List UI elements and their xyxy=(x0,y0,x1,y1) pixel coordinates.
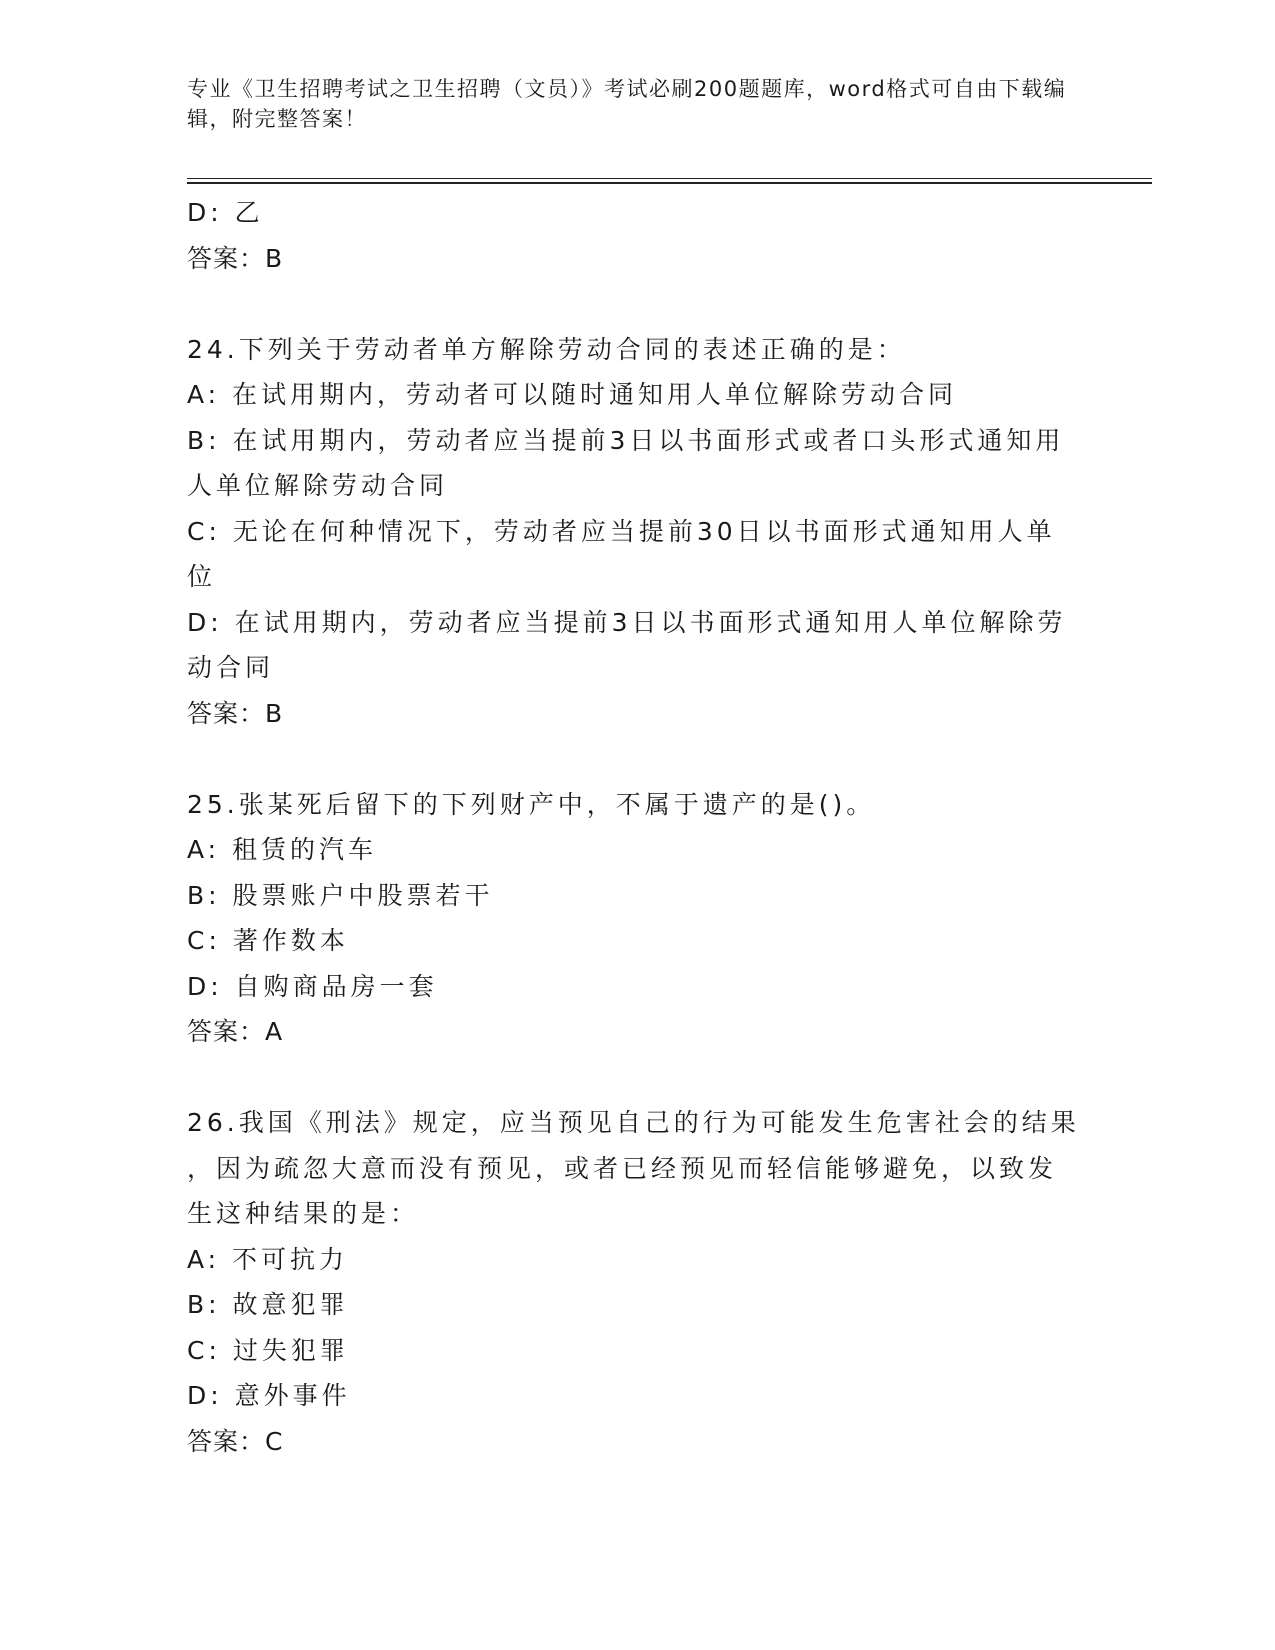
question-stem: 26.我国《刑法》规定，应当预见自己的行为可能发生危害社会的结果 xyxy=(187,1108,1080,1137)
document-header xyxy=(187,74,1067,134)
spacer xyxy=(187,1055,1087,1101)
option-d: D: 自购商品房一套 xyxy=(187,971,438,1001)
question-stem-continued: 生这种结果的是： xyxy=(187,1199,420,1228)
header-divider-thick xyxy=(187,182,1152,184)
question-list xyxy=(187,190,1087,1464)
option-d-continued: 动合同 xyxy=(187,653,275,682)
option-a: A: 租赁的汽车 xyxy=(187,835,378,864)
option-d: D: 意外事件 xyxy=(187,1381,351,1410)
option-c: C: 无论在何种情况下，劳动者应当提前30日以书面形式通知用人单 xyxy=(187,516,1056,546)
header-title: 专业《卫生招聘考试之卫生招聘（文员）》考试必刷200题题库，word格式可自由下载编辑，附完整答案！ xyxy=(187,77,1067,131)
question-stem-continued: ，因为疏忽大意而没有预见，或者已经预见而轻信能够避免，以致发 xyxy=(187,1153,1058,1183)
question-stem: 24.下列关于劳动者单方解除劳动合同的表述正确的是： xyxy=(187,334,906,364)
option-b: B: 股票账户中股票若干 xyxy=(187,880,494,910)
spacer xyxy=(187,736,1087,782)
answer-line: 答案：A xyxy=(187,1017,284,1046)
header-divider-thin xyxy=(187,178,1152,179)
option-c: C: 过失犯罪 xyxy=(187,1335,349,1365)
answer-line: 答案：B xyxy=(187,243,284,273)
option-d: D: 在试用期内，劳动者应当提前3日以书面形式通知用人单位解除劳 xyxy=(187,607,1067,637)
question-block xyxy=(187,782,1087,1055)
option-b-continued: 人单位解除劳动合同 xyxy=(187,471,449,500)
question-block xyxy=(187,327,1087,737)
option-a: A: 在试用期内，劳动者可以随时通知用人单位解除劳动合同 xyxy=(187,380,958,409)
option-d: D: 乙 xyxy=(187,198,264,227)
answer-line: 答案：B xyxy=(187,698,284,728)
spacer xyxy=(187,281,1087,327)
question-block xyxy=(187,1100,1087,1464)
question-stem: 25.张某死后留下的下列财产中，不属于遗产的是()。 xyxy=(187,789,876,819)
option-a: A: 不可抗力 xyxy=(187,1244,349,1274)
option-c: C: 著作数本 xyxy=(187,926,349,955)
option-b: B: 故意犯罪 xyxy=(187,1290,349,1319)
option-c-continued: 位 xyxy=(187,562,217,591)
answer-line: 答案：C xyxy=(187,1426,284,1456)
option-b: B: 在试用期内，劳动者应当提前3日以书面形式或者口头形式通知用 xyxy=(187,425,1065,455)
